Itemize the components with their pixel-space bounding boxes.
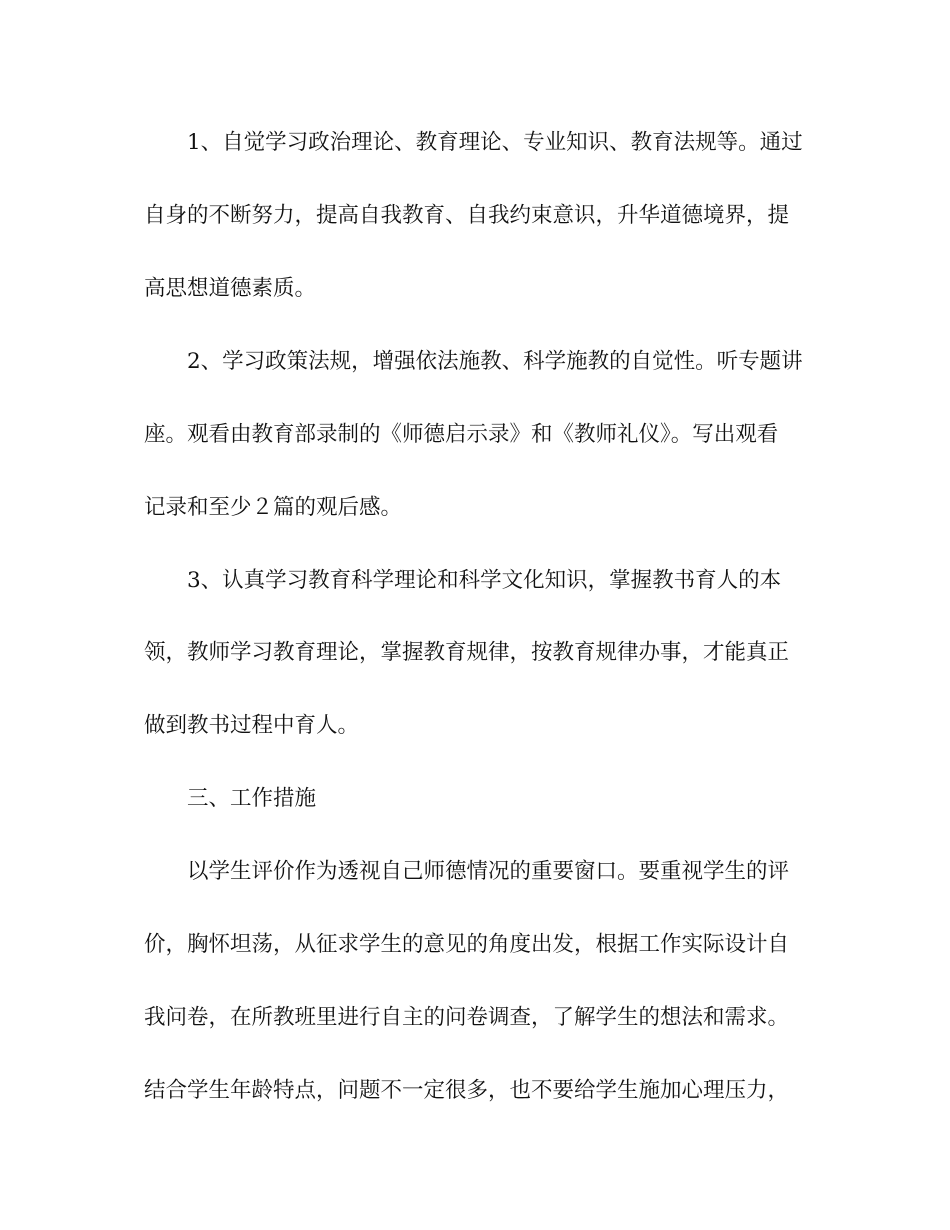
measures-line4: 结合学生年龄特点，问题不一定很多，也不要给学生施加心理压力， xyxy=(144,1078,790,1103)
item2-line2: 座。观看由教育部录制的《师德启示录》和《教师礼仪》。写出观看 xyxy=(144,422,779,447)
item2-line1: 2、学习政策法规，增强依法施教、科学施教的自觉性。听专题讲 xyxy=(187,349,803,374)
item3-line2: 领，教师学习教育理论，掌握教育规律，按教育规律办事，才能真正 xyxy=(144,640,790,665)
item3-line1: 3、认真学习教育科学理论和科学文化知识，掌握教书育人的本 xyxy=(187,568,782,593)
item3-line3: 做到教书过程中育人。 xyxy=(144,713,360,738)
item1-line1: 1、自觉学习政治理论、教育理论、专业知识、教育法规等。通过 xyxy=(187,130,803,155)
measures-line1: 以学生评价作为透视自己师德情况的重要窗口。要重视学生的评 xyxy=(187,859,790,884)
section-heading: 三、工作措施 xyxy=(187,786,317,811)
measures-line3: 我问卷，在所教班里进行自主的问卷调查，了解学生的想法和需求。 xyxy=(144,1005,790,1030)
item2-line3: 记录和至少２篇的观后感。 xyxy=(144,495,403,520)
measures-line2: 价，胸怀坦荡，从征求学生的意见的角度出发，根据工作实际设计自 xyxy=(144,932,790,957)
item1-line3: 高思想道德素质。 xyxy=(144,276,317,301)
item1-line2: 自身的不断努力，提高自我教育、自我约束意识，升华道德境界，提 xyxy=(144,203,790,228)
